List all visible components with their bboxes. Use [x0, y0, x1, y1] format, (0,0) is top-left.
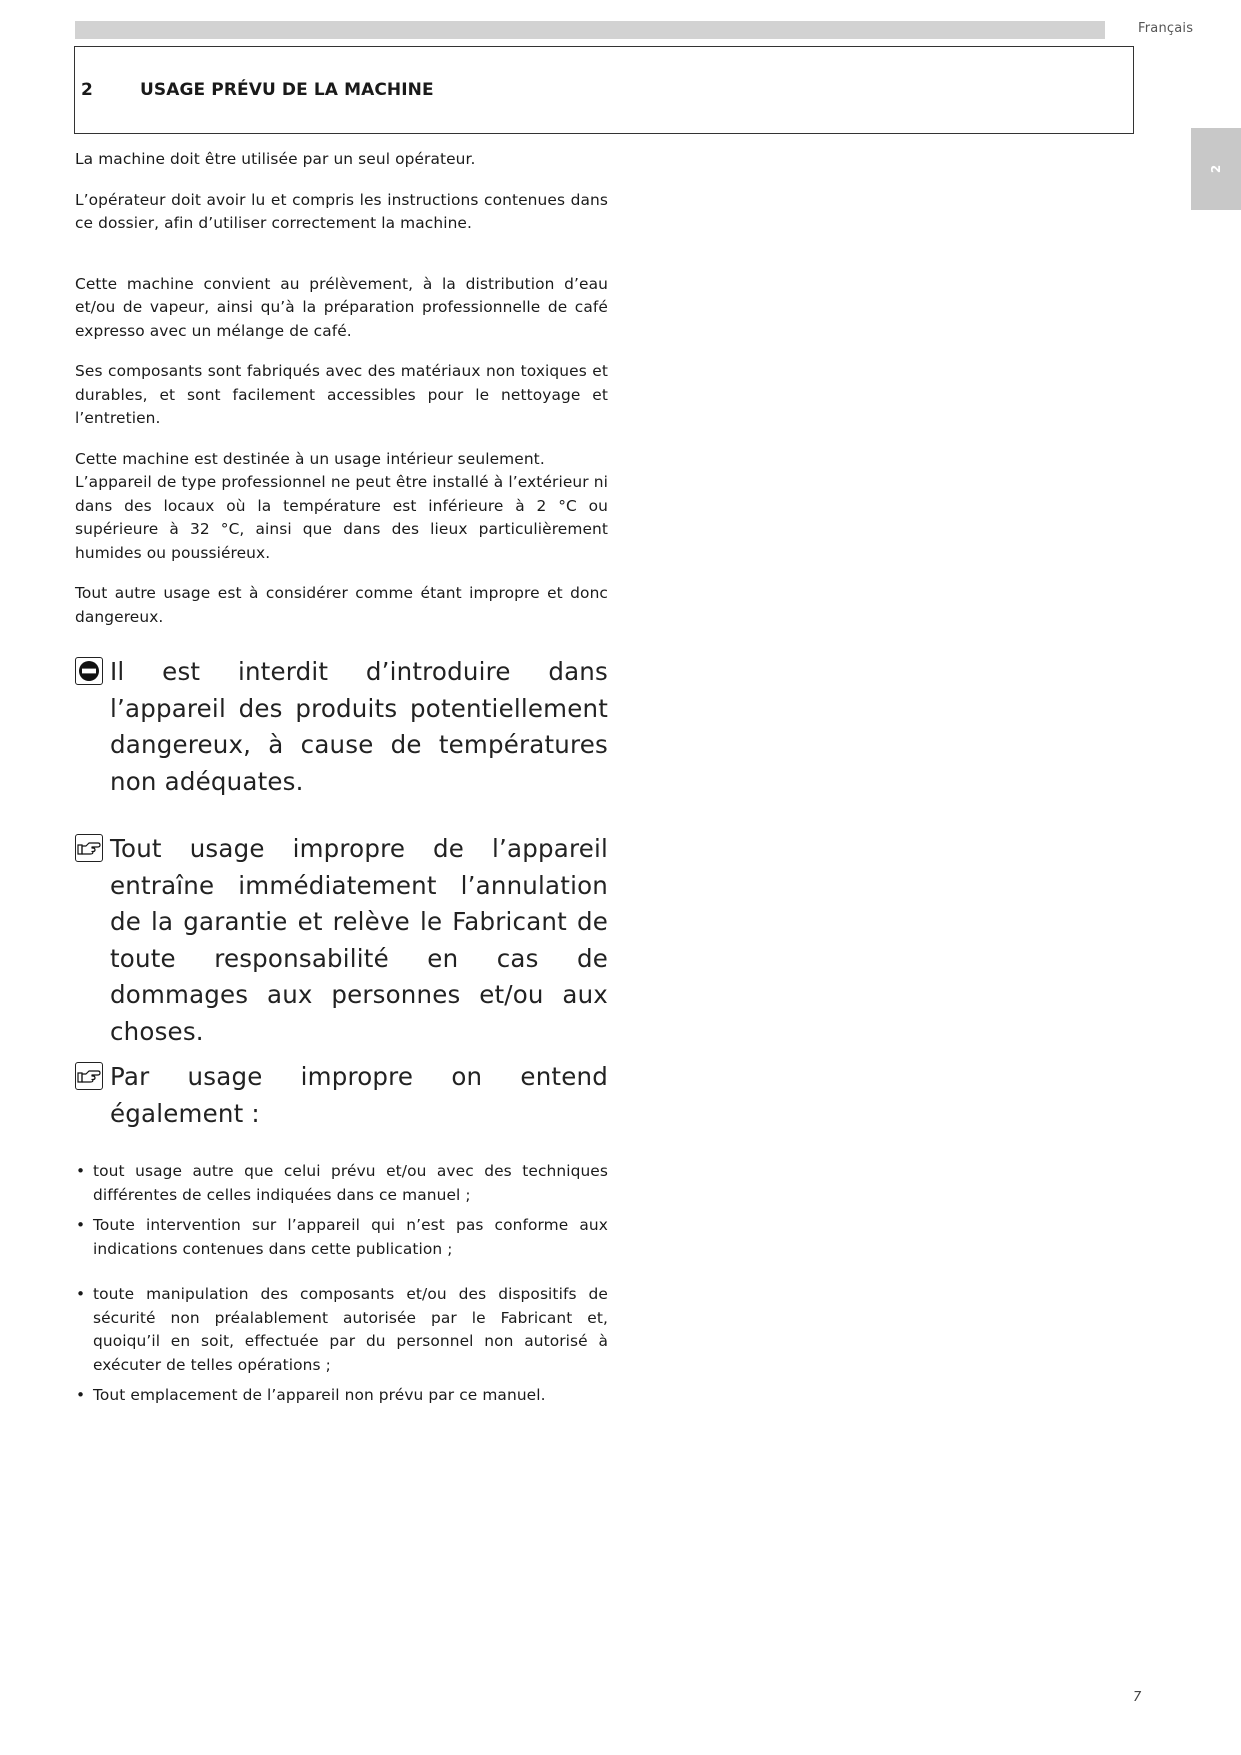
notice-text: Il est interdit d’introduire dans l’appareil des produits potentiellement dangereux, à cause de températures non adéquates.	[110, 657, 608, 796]
list-item-text: toute manipulation des composants et/ou des dispositifs de sécurité non préalablement autorisée par le Fabricant et, quoiqu’il en soit, effectuée par du personnel non autorisé à exécuter de telles opérations ;	[93, 1285, 608, 1374]
list-item-text: tout usage autre que celui prévu et/ou avec des techniques différentes de celles indiquées dans ce manuel ;	[93, 1162, 608, 1204]
paragraph: La machine doit être utilisée par un seul opérateur.	[75, 150, 476, 168]
paragraph: Ses composants sont fabriqués avec des matériaux non toxiques et durables, et sont facilement accessibles pour le nettoyage et l’entretien.	[75, 362, 608, 427]
bullet: •	[76, 1216, 86, 1234]
bullet: •	[76, 1162, 86, 1180]
paragraph: Tout autre usage est à considérer comme étant impropre et donc dangereux.	[75, 584, 608, 626]
pointing-hand-icon	[75, 834, 103, 862]
paragraph: Cette machine convient au prélèvement, à la distribution d’eau et/ou de vapeur, ainsi qu’à la préparation professionnelle de café expresso avec un mélange de café.	[75, 274, 608, 340]
bullet: •	[76, 1285, 86, 1303]
warning-notice	[75, 1059, 608, 1132]
language-label: Français	[1138, 21, 1194, 36]
warning-notice	[75, 831, 608, 1050]
section-title: USAGE PRÉVU DE LA MACHINE	[140, 80, 434, 100]
list-item	[75, 1283, 608, 1377]
bullet: •	[76, 1386, 86, 1404]
improper-use-list	[75, 1160, 608, 1408]
list-item-text: Tout emplacement de l’appareil non prévu par ce manuel.	[93, 1386, 546, 1404]
main-content	[75, 148, 608, 1408]
paragraph: L’appareil de type professionnel ne peut être installé à l’extérieur ni dans des locaux où la température est inférieure à 2 °C ou supérieure à 32 °C, ainsi que dans des lieux particulièrement humides ou poussiéreux.	[75, 473, 608, 562]
notice-text: Tout usage impropre de l’appareil entraîne immédiatement l’annulation de la garantie et relève le Fabricant de toute responsabilité en cas de dommages aux personnes et/ou aux choses.	[110, 834, 608, 1046]
header-bar	[75, 21, 1105, 39]
pointing-hand-icon	[75, 1062, 103, 1090]
section-number: 2	[81, 80, 93, 100]
list-item-text: Toute intervention sur l’appareil qui n’est pas conforme aux indications contenues dans cette publication ;	[93, 1216, 608, 1258]
page-number: 7	[1133, 1690, 1142, 1705]
notice-text: Par usage impropre on entend également :	[110, 1062, 608, 1128]
no-entry-icon	[75, 657, 103, 685]
paragraph: L’opérateur doit avoir lu et compris les instructions contenues dans ce dossier, afin d’utiliser correctement la machine.	[75, 190, 608, 232]
chapter-tab	[1191, 128, 1241, 210]
list-item	[75, 1160, 608, 1207]
chapter-tab-label: 2	[1209, 164, 1223, 174]
prohibition-notice	[75, 654, 608, 800]
list-item	[75, 1214, 608, 1261]
list-item	[75, 1384, 608, 1408]
paragraph: Cette machine est destinée à un usage intérieur seulement.	[75, 449, 545, 468]
